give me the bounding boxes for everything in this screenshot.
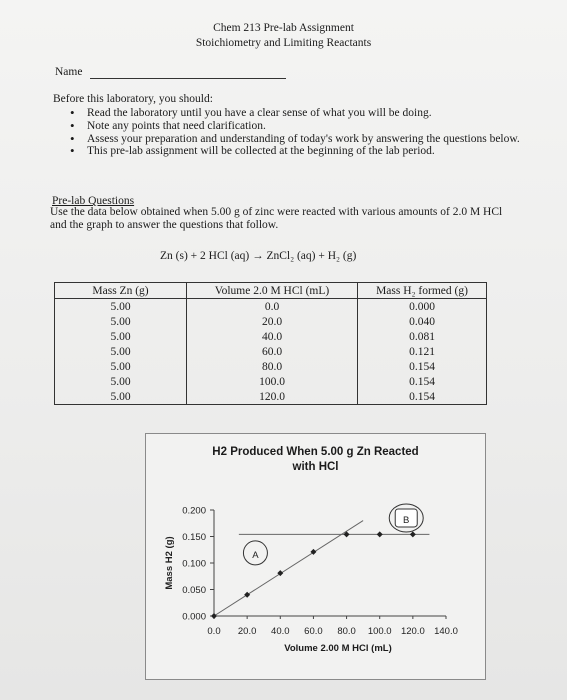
table-row: [55, 389, 487, 405]
column-header-volume-hcl: Volume 2.0 M HCl (mL): [187, 283, 358, 299]
y-tick-label: 0.150: [182, 532, 206, 543]
list-item: • Note any points that need clarification.: [70, 120, 520, 133]
table-cell: 5.00: [55, 299, 187, 315]
intro-text: Before this laboratory, you should:: [53, 93, 213, 105]
table-cell: 80.0: [187, 359, 358, 374]
table-row: [55, 344, 487, 359]
document-title: Chem 213 Pre-lab Assignment: [213, 22, 354, 34]
chart-panel: [145, 433, 486, 680]
annotation-b-label: B: [403, 514, 410, 526]
data-table: [54, 282, 487, 405]
table-cell: 40.0: [187, 329, 358, 344]
x-tick-label: 140.0: [434, 626, 458, 637]
data-point: [244, 592, 250, 598]
chart-y-axis-label: Mass H2 (g): [164, 536, 175, 590]
y-tick-label: 0.100: [182, 558, 206, 570]
data-point: [211, 613, 217, 619]
chart-title-line-1: H2 Produced When 5.00 g Zn Reacted: [212, 446, 419, 458]
x-tick-label: 120.0: [400, 626, 425, 637]
y-tick-label: 0.000: [182, 611, 206, 623]
table-row: [55, 299, 487, 315]
x-tick-label: 80.0: [337, 626, 356, 637]
table-header-row: [55, 283, 487, 299]
table-cell: 5.00: [55, 374, 187, 389]
reaction-equation: Zn (s) + 2 HCl (aq) → ZnCl₂ (aq) + H₂ (g): [160, 250, 357, 262]
chart-x-axis-label: Volume 2.00 M HCl (mL): [284, 643, 392, 654]
prelab-instructions: Use the data below obtained when 5.00 g of zinc were reacted with various amounts of 2.0 M HCl and the graph to answer the questions that follow.: [50, 206, 503, 231]
column-header-mass-h2: Mass H₂ formed (g): [358, 283, 487, 299]
table-cell: 0.0: [187, 299, 358, 315]
y-tick-label: 0.200: [182, 505, 206, 517]
list-item: • This pre-lab assignment will be collected at the beginning of the lab period.: [70, 145, 520, 158]
table-cell: 0.154: [358, 389, 487, 405]
instruction-list: [70, 107, 520, 158]
document-subtitle: Stoichiometry and Limiting Reactants: [195, 37, 372, 49]
table-cell: 5.00: [55, 389, 187, 405]
table-cell: 0.000: [358, 299, 487, 315]
trend-line-a: [214, 521, 363, 616]
x-tick-label: 0.0: [207, 626, 221, 637]
table-row: [55, 329, 487, 344]
table-row: [55, 314, 487, 329]
table-cell: 0.121: [358, 344, 487, 359]
chart-title-line-2: with HCl: [292, 461, 339, 473]
table-cell: 0.154: [358, 374, 487, 389]
table-cell: 120.0: [187, 389, 358, 405]
table-cell: 0.081: [358, 329, 487, 344]
table-row: [55, 374, 487, 389]
table-cell: 5.00: [55, 314, 187, 329]
x-tick-label: 20.0: [237, 626, 257, 637]
annotation-a-label: A: [252, 549, 259, 561]
table-cell: 5.00: [55, 359, 187, 374]
x-tick-label: 60.0: [304, 626, 323, 637]
table-cell: 60.0: [187, 344, 358, 359]
table-cell: 0.040: [358, 314, 487, 329]
y-tick-label: 0.050: [182, 585, 206, 596]
column-header-mass-zn: Mass Zn (g): [55, 283, 187, 299]
prelab-heading: Pre-lab Questions: [52, 195, 135, 207]
table-cell: 20.0: [187, 314, 358, 329]
list-item: • Assess your preparation and understanding of today's work by answering the questions below.: [70, 133, 520, 146]
data-point: [377, 531, 383, 537]
name-label: Name: [55, 66, 83, 78]
list-item: • Read the laboratory until you have a clear sense of what you will be doing.: [70, 107, 520, 120]
table-cell: 5.00: [55, 329, 187, 344]
table-cell: 100.0: [187, 374, 358, 389]
x-tick-label: 40.0: [271, 626, 290, 637]
table-cell: 5.00: [55, 344, 187, 359]
table-cell: 0.154: [358, 359, 487, 374]
data-point: [410, 531, 416, 537]
name-blank-line: [90, 78, 286, 79]
table-row: [55, 359, 487, 374]
x-tick-label: 100.0: [367, 626, 392, 637]
